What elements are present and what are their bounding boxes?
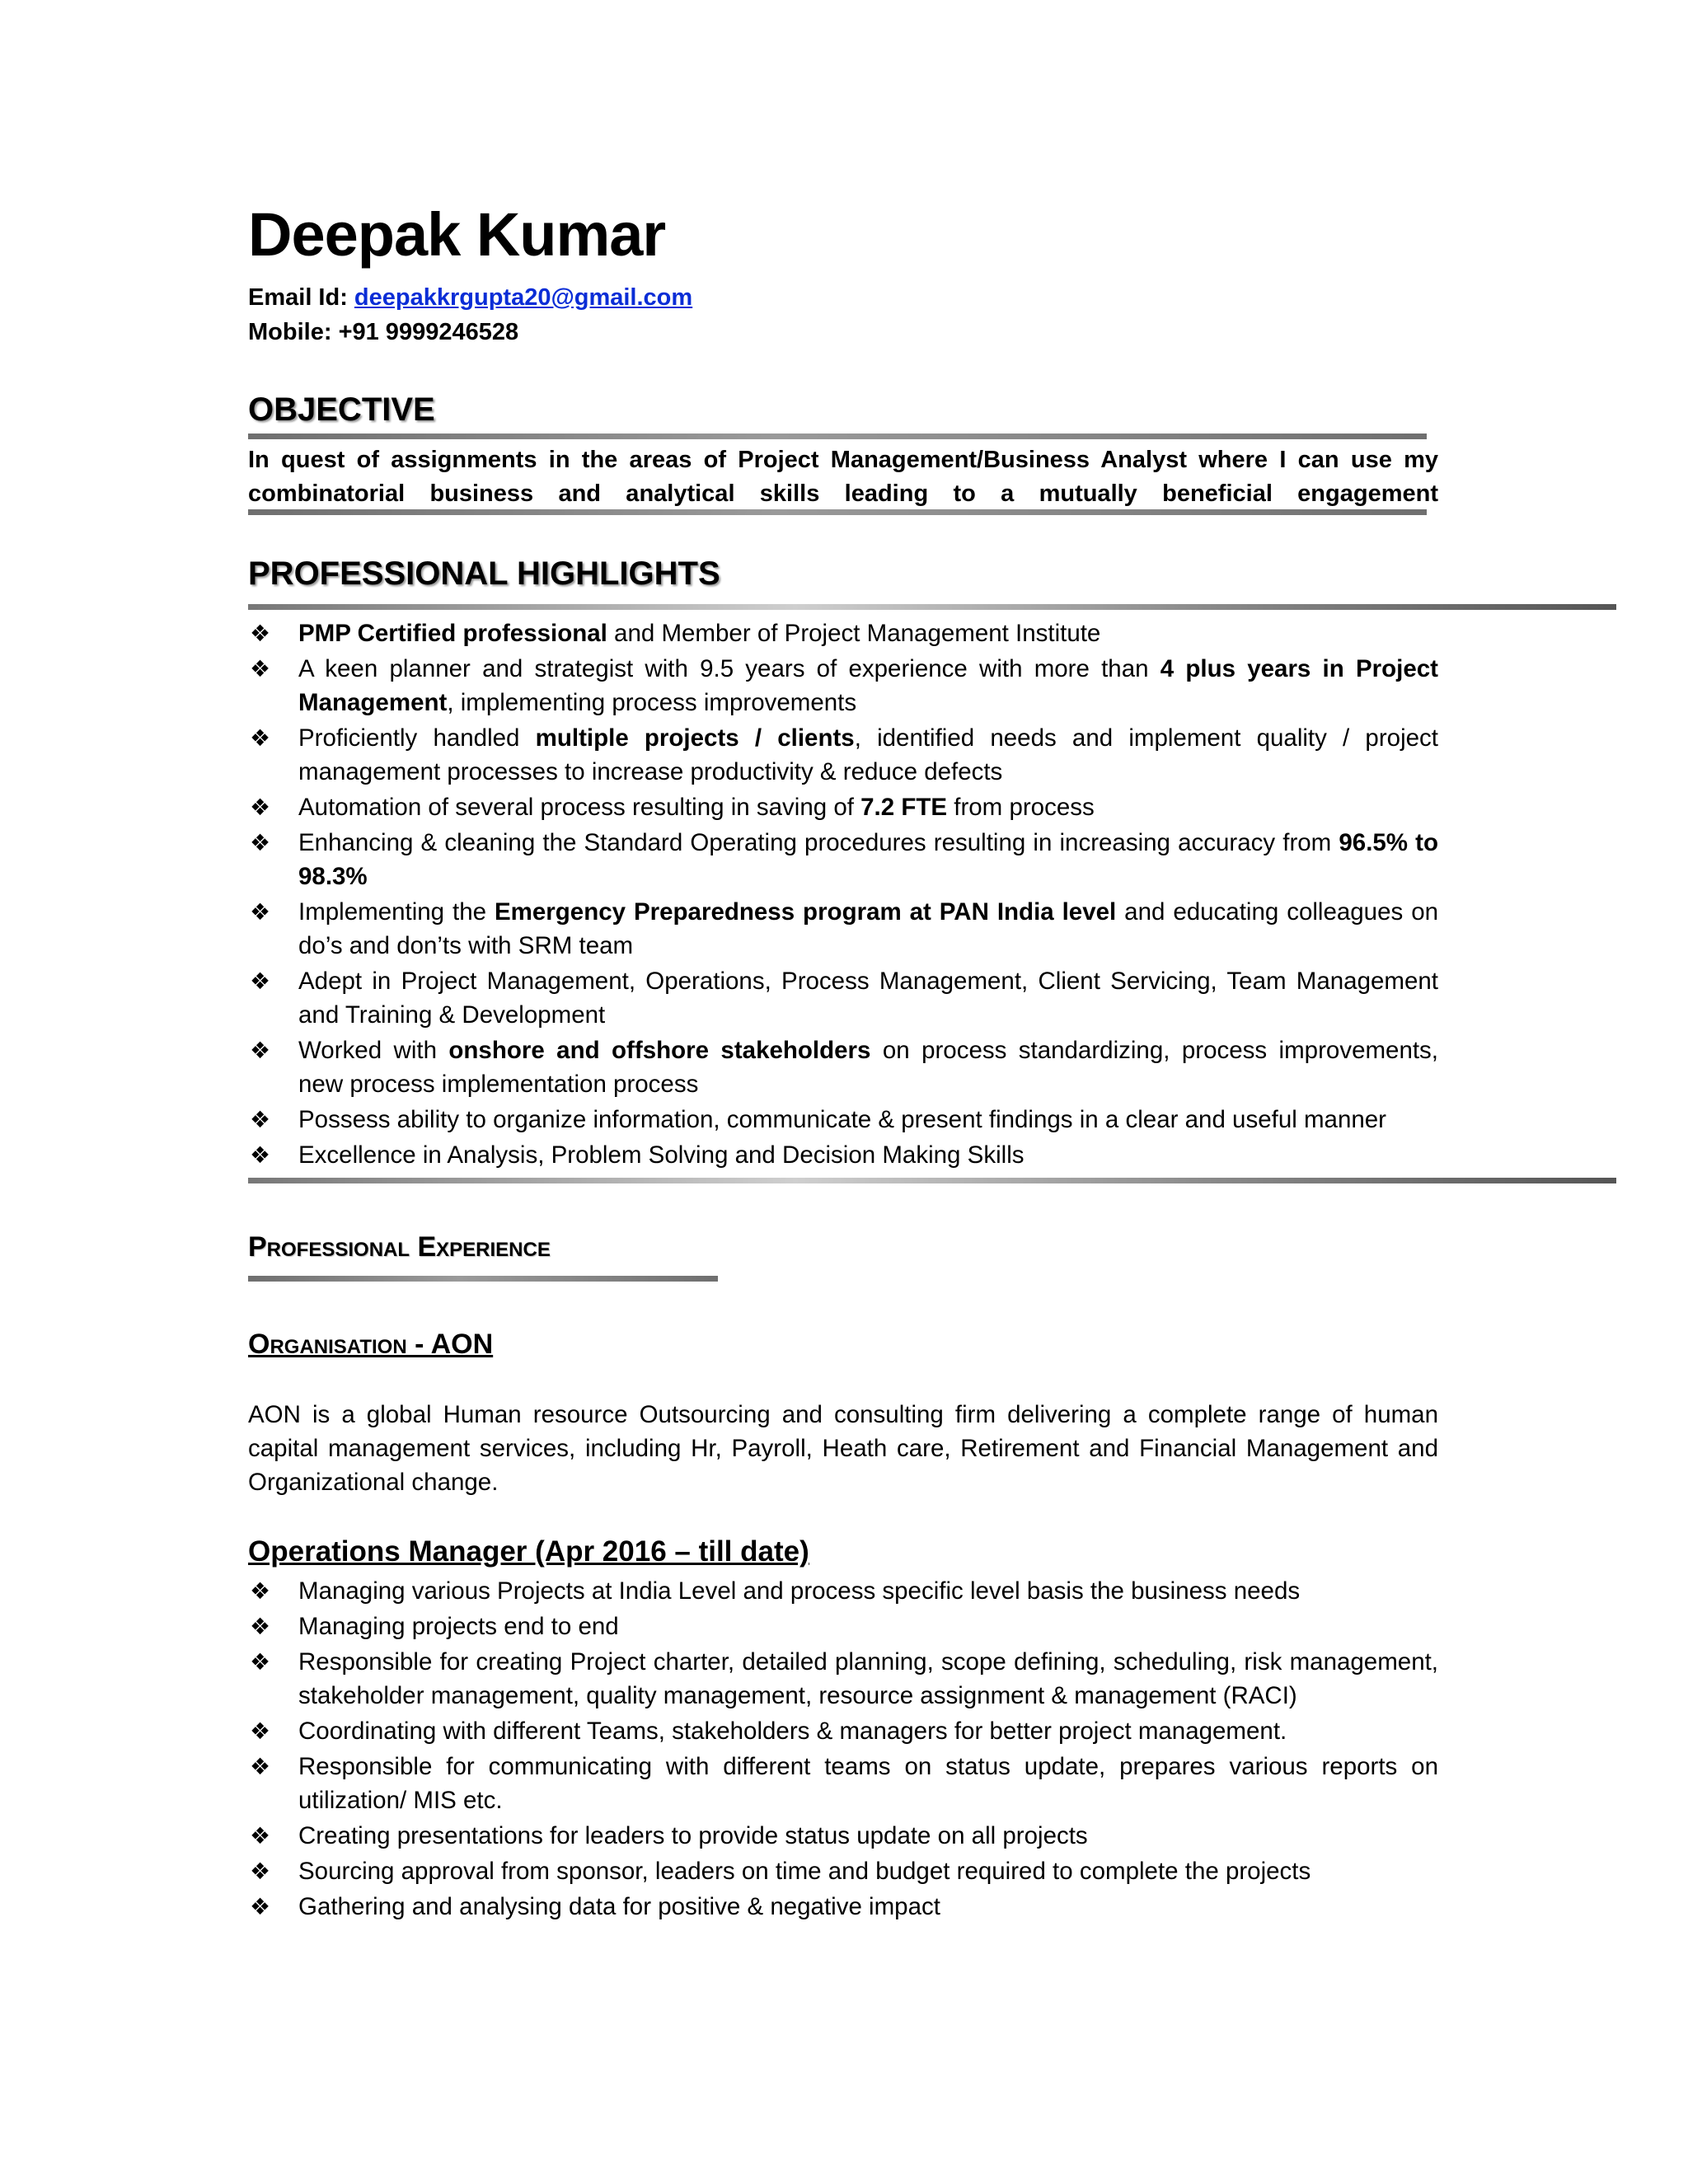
bullet-item [248, 964, 1438, 1032]
bullet-item [248, 1854, 1438, 1888]
text: Coordinating with different Teams, stakeholders & managers for better project management. [298, 1718, 1287, 1745]
text: Managing various Projects at India Level and process specific level basis the business needs [298, 1577, 1301, 1605]
mobile-number: +91 9999246528 [338, 319, 519, 345]
mobile-line [248, 321, 518, 344]
text: Creating presentations for leaders to provide status update on all projects [298, 1822, 1088, 1849]
objective-top-divider [248, 434, 1427, 439]
bullet-item [248, 895, 1438, 963]
diamond-bullet-icon: ❖ [250, 899, 271, 925]
text: Responsible for creating Project charter, detailed planning, scope defining, scheduling, risk management, stakeholder management, quality management, resource assignment & management (RACI) [298, 1648, 1438, 1709]
bold-text: 7.2 FTE [860, 794, 948, 821]
text: Excellence in Analysis, Problem Solving and Decision Making Skills [298, 1141, 1025, 1169]
diamond-bullet-icon: ❖ [250, 1578, 271, 1604]
text: Automation of several process resulting in saving of [298, 794, 861, 821]
bullet-item [248, 1574, 1438, 1608]
bullet-item [248, 1890, 1438, 1924]
bold-text: onshore and offshore stakeholders [448, 1037, 871, 1064]
highlights-title: PROFESSIONAL HIGHLIGHTS [248, 555, 720, 592]
diamond-bullet-icon: ❖ [250, 656, 271, 682]
text: , identified needs and implement quality / project management processes to increase productivity & reduce defects [298, 724, 1438, 785]
bullet-item [248, 1103, 1438, 1137]
bold-text: PMP Certified professional [298, 620, 607, 647]
mobile-label: Mobile: [248, 319, 332, 345]
email-line [248, 286, 692, 310]
responsibilities-list [248, 1574, 1438, 1925]
email-link[interactable]: deepakkrgupta20@gmail.com [354, 284, 693, 311]
diamond-bullet-icon: ❖ [250, 1823, 271, 1849]
role-title: Operations Manager (Apr 2016 – till date) [248, 1535, 809, 1568]
text: , implementing process improvements [447, 689, 857, 716]
objective-bottom-divider [248, 509, 1427, 515]
highlights-top-divider [248, 604, 1616, 610]
text: Implementing the [298, 898, 495, 926]
experience-title: Professional Experience [248, 1231, 551, 1263]
text: from process [947, 794, 1095, 821]
email-label: Email Id: [248, 284, 348, 311]
text: Adept in Project Management, Operations, Process Management, Client Servicing, Team Management and Training & Development [298, 968, 1438, 1029]
diamond-bullet-icon: ❖ [250, 1038, 271, 1063]
bullet-item [248, 616, 1438, 650]
diamond-bullet-icon: ❖ [250, 1754, 271, 1779]
text: Sourcing approval from sponsor, leaders on time and budget required to complete the projects [298, 1858, 1311, 1885]
text: Responsible for communicating with different teams on status update, prepares various reports on utilization/ MIS etc. [298, 1753, 1438, 1814]
diamond-bullet-icon: ❖ [250, 1107, 271, 1132]
text: and educating colleagues on do’s and don’ts with SRM team [298, 898, 1439, 959]
bullet-item [248, 652, 1438, 719]
objective-title: OBJECTIVE [248, 391, 435, 428]
text: Managing projects end to end [298, 1613, 619, 1640]
diamond-bullet-icon: ❖ [250, 1858, 271, 1884]
objective-text: In quest of assignments in the areas of Project Management/Business Analyst where I can use my combinatorial business and analytical skills leading to a mutually beneficial engagement [248, 447, 1438, 507]
bullet-item [248, 1645, 1438, 1713]
bold-text: multiple projects / clients [535, 724, 855, 752]
text: Gathering and analysing data for positive & negative impact [298, 1893, 940, 1920]
organisation-description: AON is a global Human resource Outsourcing and consulting firm delivering a complete range of human capital management services, including Hr, Payroll, Heath care, Retirement and Financial Management and Organizational change. [248, 1401, 1438, 1496]
organisation-heading: Organisation - AON [248, 1329, 494, 1360]
diamond-bullet-icon: ❖ [250, 621, 271, 646]
text: Worked with [298, 1037, 449, 1064]
text: Possess ability to organize information, communicate & present findings in a clear and useful manner [298, 1106, 1386, 1133]
highlights-bottom-divider [248, 1178, 1616, 1183]
diamond-bullet-icon: ❖ [250, 1718, 271, 1744]
text: Proficiently handled [298, 724, 536, 752]
diamond-bullet-icon: ❖ [250, 725, 271, 751]
experience-divider [248, 1276, 718, 1282]
bold-text: 96.5% to 98.3% [298, 829, 1439, 890]
bullet-item [248, 1750, 1438, 1817]
bullet-item [248, 1610, 1438, 1643]
bullet-item [248, 1033, 1438, 1101]
bullet-item [248, 1138, 1438, 1172]
diamond-bullet-icon: ❖ [250, 1614, 271, 1639]
bullet-item [248, 826, 1438, 893]
diamond-bullet-icon: ❖ [250, 1649, 271, 1675]
bullet-item [248, 721, 1438, 789]
diamond-bullet-icon: ❖ [250, 1894, 271, 1919]
bullet-item [248, 1714, 1438, 1748]
diamond-bullet-icon: ❖ [250, 1142, 271, 1168]
text: A keen planner and strategist with 9.5 years of experience with more than [298, 655, 1160, 682]
highlights-list [248, 616, 1438, 1174]
diamond-bullet-icon: ❖ [250, 830, 271, 855]
text: on process standardizing, process improvements, new process implementation process [298, 1037, 1438, 1098]
bold-text: 4 plus years in Project Management [298, 655, 1438, 716]
bold-text: Emergency Preparedness program at PAN India level [494, 898, 1117, 926]
bullet-item [248, 790, 1438, 824]
candidate-name: Deepak Kumar [248, 200, 666, 269]
diamond-bullet-icon: ❖ [250, 968, 271, 994]
text: and Member of Project Management Institute [607, 620, 1101, 647]
text: Enhancing & cleaning the Standard Operating procedures resulting in increasing accuracy from [298, 829, 1339, 856]
bullet-item [248, 1819, 1438, 1853]
diamond-bullet-icon: ❖ [250, 794, 271, 820]
